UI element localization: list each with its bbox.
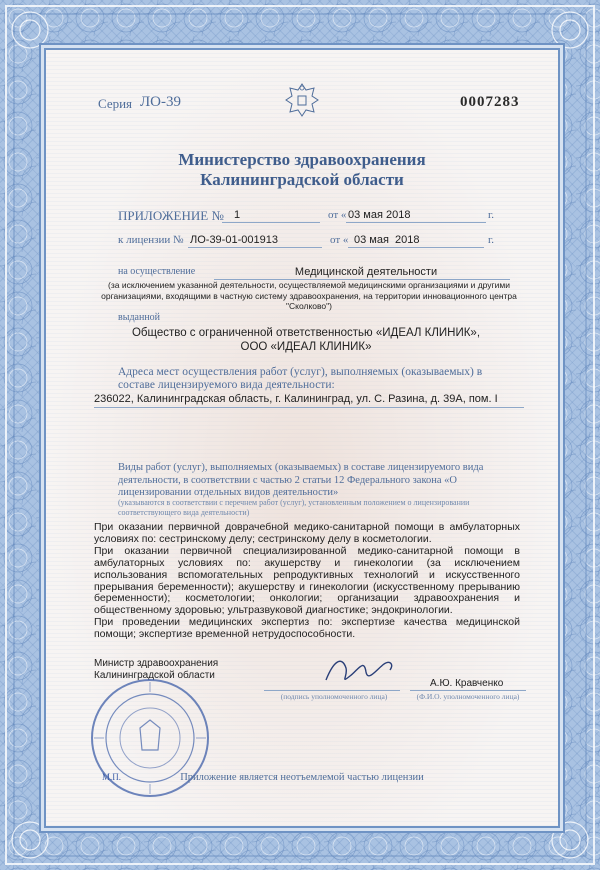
handwritten-signature-icon [320, 650, 400, 690]
document-number: 0007283 [460, 94, 520, 110]
appendix-year-suffix: г. [488, 209, 495, 221]
document-body [44, 48, 560, 828]
address-value: 236022, Калининградская область, г. Калининград, ул. С. Разина, д. 39А, пом. I [94, 393, 498, 405]
license-label: к лицензии № [118, 234, 184, 246]
name-caption: (Ф.И.О. уполномоченного лица) [416, 692, 520, 701]
appendix-label: ПРИЛОЖЕНИЕ № [118, 208, 224, 223]
list-item: При оказании первичной доврачебной медико-санитарной помощи в амбулаторных условиях по: сестринскому делу; сестринскому делу в косметологии. [94, 521, 520, 545]
position-line-1: Министр здравоохранения [94, 658, 219, 669]
company-name [86, 326, 526, 354]
license-year-suffix: г. [488, 234, 495, 246]
signatory-name: А.Ю. Кравченко [430, 678, 504, 689]
series-label: Серия [98, 96, 133, 111]
works-note: (указываются в соответствии с перечнем работ (услуг), установленным положением о лицензировании соответствующего вида деятельности) [118, 498, 470, 517]
title-line-2: Калининградской области [200, 170, 404, 189]
appendix-date-prefix: от « [328, 209, 347, 221]
license-date: 03 мая 2018 [354, 234, 420, 246]
address-label: Адреса мест осуществления работ (услуг), выполняемых (оказываемых) в составе лицензируемого вида деятельности: [118, 366, 483, 391]
appendix-number: 1 [234, 209, 241, 221]
activity-label: на осуществление [118, 266, 196, 277]
list-item: При оказании первичной специализированной медико-санитарной помощи в амбулаторных условиях по: акушерству и гинекологии (за исключением использования вспомогательных репродуктивных технологий и искусственного прерывания беременности); акушерству и гинекологии (искусственному прерыванию беременности); косметологии; онкологии; организации здравоохранения и общественному здоровью; ультразвуковой диагностике; эндокринологии. [94, 544, 520, 617]
coat-of-arms-icon [284, 80, 320, 120]
works-label: Виды работ (услуг), выполняемых (оказываемых) в составе лицензируемого вида деятельности, в соответствии с частью 2 статьи 12 Федерального закона «О лицензировании отдельных видов деятельности» [118, 462, 484, 498]
stamp-mark: М.П. [102, 772, 122, 782]
appendix-date: 03 мая 2018 [348, 209, 411, 221]
list-item: При проведении медицинских экспертиз по: экспертизе качества медицинской помощи; экспертизе временной нетрудоспособности. [94, 616, 520, 641]
license-number: ЛО-39-01-001913 [190, 234, 278, 246]
activity-note: (за исключением указанной деятельности, осуществляемой медицинскими организациями и другими организациями, входящими в частную систему здравоохранения, на территории инновационного центра "Сколково") [101, 280, 517, 311]
series-code: ЛО-39 [140, 94, 182, 110]
signature-caption: (подпись уполномоченного лица) [280, 692, 388, 701]
page-title [46, 150, 558, 190]
company-short-name: ООО «ИДЕАЛ КЛИНИК» [240, 341, 372, 353]
license-date-prefix: от « [330, 234, 349, 246]
company-full-name: Общество с ограниченной ответственностью «ИДЕАЛ КЛИНИК», [131, 327, 481, 339]
issued-label: выданной [118, 312, 161, 323]
activity-value: Медицинской деятельности [294, 266, 438, 278]
footer-note: Приложение является неотъемлемой частью лицензии [180, 772, 424, 783]
works-list [94, 522, 520, 641]
position-line-2: Калининградской области [94, 670, 215, 681]
title-line-1: Министерство здравоохранения [178, 150, 426, 169]
